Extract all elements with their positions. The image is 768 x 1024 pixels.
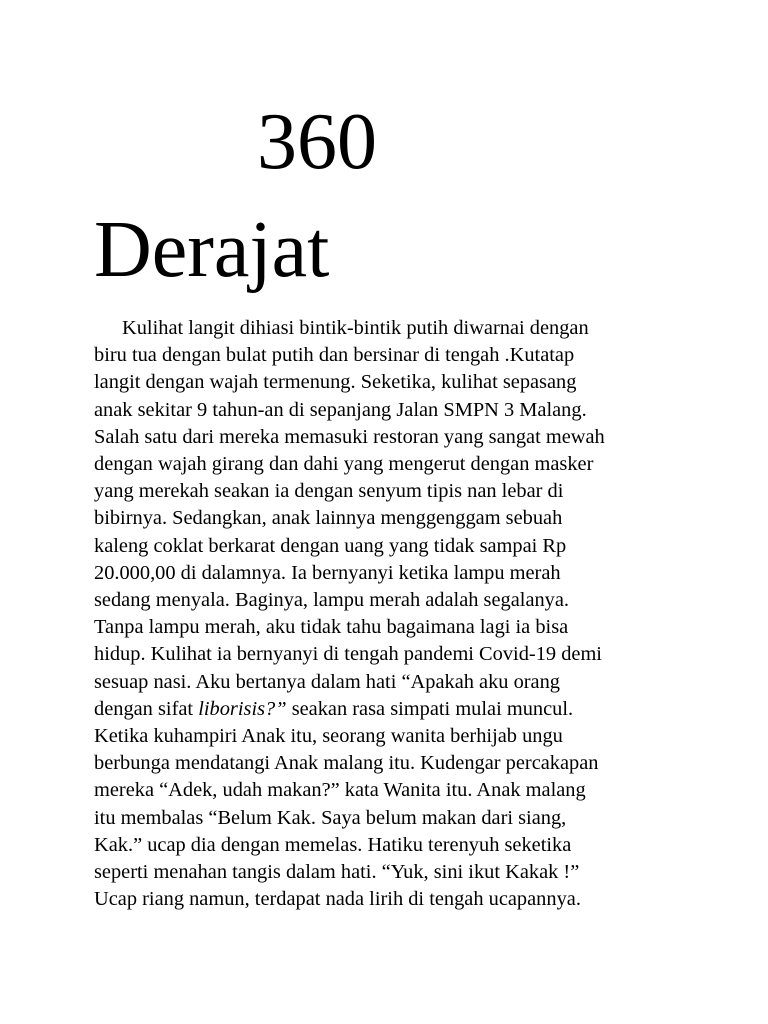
italic-term: liborisis?”: [198, 697, 287, 720]
text-line: sesuap nasi. Aku bertanya dalam hati “Apakah aku orang: [94, 670, 560, 693]
text-line: anak sekitar 9 tahun-an di sepanjang Jalan SMPN 3 Malang.: [94, 398, 587, 421]
text-line: Kak.” ucap dia dengan memelas. Hatiku terenyuh seketika: [94, 833, 572, 856]
text-line: sedang menyala. Baginya, lampu merah adalah segalanya.: [94, 589, 570, 612]
text-segment: dengan sifat: [94, 697, 199, 720]
title-word: Derajat: [94, 206, 330, 294]
body-paragraph: [94, 315, 684, 913]
text-line: dengan wajah girang dan dahi yang mengerut dengan masker: [94, 453, 594, 476]
text-line: bibirnya. Sedangkan, anak lainnya menggenggam sebuah: [94, 507, 563, 530]
text-line: Salah satu dari mereka memasuki restoran yang sangat mewah: [94, 425, 605, 448]
text-line: Ketika kuhampiri Anak itu, seorang wanita berhijab ungu: [94, 725, 563, 748]
text-line: kaleng coklat berkarat dengan uang yang tidak sampai Rp: [94, 534, 567, 557]
text-line: mereka “Adek, udah makan?” kata Wanita itu. Anak malang: [94, 779, 586, 802]
text-line: Kulihat langit dihiasi bintik-bintik putih diwarnai dengan: [122, 317, 589, 339]
text-line: langit dengan wajah termenung. Seketika, kulihat sepasang: [94, 371, 577, 394]
text-segment: seakan rasa simpati mulai muncul.: [286, 697, 574, 720]
text-line: yang merekah seakan ia dengan senyum tipis nan lebar di: [94, 480, 564, 503]
text-line: hidup. Kulihat ia bernyanyi di tengah pandemi Covid-19 demi: [94, 643, 602, 666]
text-line: Tanpa lampu merah, aku tidak tahu bagaimana lagi ia bisa: [94, 616, 569, 639]
text-line: 20.000,00 di dalamnya. Ia bernyanyi ketika lampu merah: [94, 561, 561, 584]
text-line: seperti menahan tangis dalam hati. “Yuk, sini ikut Kakak !”: [94, 861, 580, 884]
title-number: 360: [257, 98, 377, 186]
text-line-with-italic: [94, 696, 684, 723]
text-line: biru tua dengan bulat putih dan bersinar di tengah .Kutatap: [94, 344, 575, 367]
text-line: berbunga mendatangi Anak malang itu. Kudengar percakapan: [94, 752, 599, 775]
text-line: Ucap riang namun, terdapat nada lirih di tengah ucapannya.: [94, 888, 581, 911]
text-line: itu membalas “Belum Kak. Saya belum makan dari siang,: [94, 806, 567, 829]
